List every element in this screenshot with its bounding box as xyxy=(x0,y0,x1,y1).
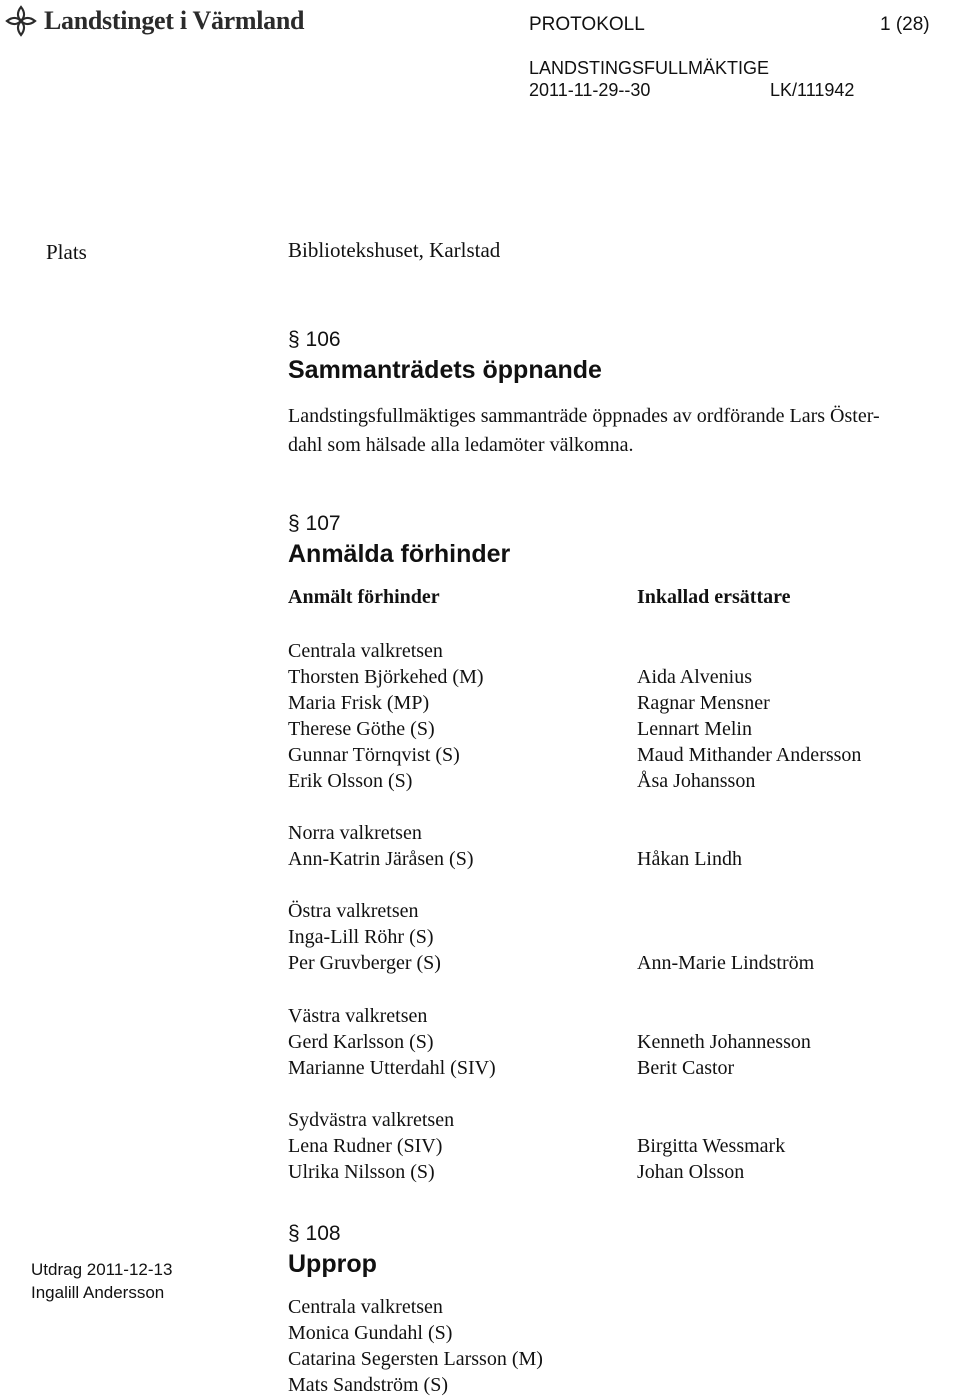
substitute-member: Håkan Lindh xyxy=(637,848,742,870)
group-centrala-absent xyxy=(288,638,484,794)
district-label: Centrala valkretsen xyxy=(288,640,443,662)
document-type: PROTOKOLL xyxy=(529,14,645,35)
group-vastra-substitutes xyxy=(637,1029,811,1081)
meeting-date: 2011-11-29--30 xyxy=(529,80,651,100)
extract-signatory: Ingalill Andersson xyxy=(31,1283,165,1302)
body-name: LANDSTINGSFULLMÄKTIGE xyxy=(529,58,770,78)
group-centrala-substitutes xyxy=(637,664,861,794)
organization-logo xyxy=(4,4,304,38)
district-label: Östra valkretsen xyxy=(288,900,419,922)
section-106-title: Sammanträdets öppnande xyxy=(288,356,602,384)
logo-text: Landstinget i Värmland xyxy=(44,6,305,35)
section-108-title: Upprop xyxy=(288,1250,377,1278)
substitute-member: Lennart Melin xyxy=(637,718,752,740)
absent-member: Gunnar Törnqvist (S) xyxy=(288,744,460,766)
absent-member: Marianne Utterdahl (SIV) xyxy=(288,1057,496,1079)
absent-member: Ulrika Nilsson (S) xyxy=(288,1161,435,1183)
group-vastra-absent xyxy=(288,1003,496,1081)
substitute-member: Berit Castor xyxy=(637,1057,735,1079)
absent-member: Ann-Katrin Järåsen (S) xyxy=(288,848,474,870)
section-108-number: § 108 xyxy=(288,1222,341,1245)
group-sydvastra-substitutes xyxy=(637,1133,785,1185)
group-sydvastra-absent xyxy=(288,1107,454,1185)
absent-member: Erik Olsson (S) xyxy=(288,770,413,792)
column-header-absent: Anmält förhinder xyxy=(288,586,440,608)
column-header-substitute: Inkallad ersättare xyxy=(637,586,791,608)
substitute-member: Johan Olsson xyxy=(637,1161,745,1183)
group-ostra-substitutes xyxy=(637,924,814,976)
section-106-line-2: dahl som hälsade alla ledamöter välkomna. xyxy=(288,434,634,456)
substitute-member xyxy=(637,924,814,950)
substitute-member: Ann-Marie Lindström xyxy=(637,952,815,974)
substitute-member: Maud Mithander Andersson xyxy=(637,744,862,766)
section-106-text xyxy=(288,402,880,460)
district-label: Sydvästra valkretsen xyxy=(288,1109,455,1131)
absent-member: Maria Frisk (MP) xyxy=(288,692,430,714)
flower-emblem-icon xyxy=(4,4,38,38)
roll-call-member: Catarina Segersten Larsson (M) xyxy=(288,1348,543,1370)
district-label: Västra valkretsen xyxy=(288,1005,428,1027)
substitute-member: Ragnar Mensner xyxy=(637,692,770,714)
district-label: Centrala valkretsen xyxy=(288,1296,443,1318)
roll-call-member: Mats Sandström (S) xyxy=(288,1374,448,1396)
group-ostra-absent xyxy=(288,898,441,976)
place-value: Bibliotekshuset, Karlstad xyxy=(288,238,501,262)
absent-member: Gerd Karlsson (S) xyxy=(288,1031,434,1053)
absent-member: Inga-Lill Röhr (S) xyxy=(288,926,434,948)
section-107-title: Anmälda förhinder xyxy=(288,540,511,568)
page-number: 1 (28) xyxy=(880,14,930,35)
section-108-list xyxy=(288,1294,543,1398)
diary-number: LK/111942 xyxy=(770,80,855,100)
substitute-member: Åsa Johansson xyxy=(637,770,756,792)
substitute-member: Kenneth Johannesson xyxy=(637,1031,811,1053)
extract-date: Utdrag 2011-12-13 xyxy=(31,1260,173,1279)
absent-member: Therese Göthe (S) xyxy=(288,718,435,740)
section-107-number: § 107 xyxy=(288,512,341,535)
section-106-line-1: Landstingsfullmäktiges sammanträde öppnades av ordförande Lars Öster- xyxy=(288,405,880,427)
group-norra-substitutes xyxy=(637,846,742,872)
district-label: Norra valkretsen xyxy=(288,822,422,844)
place-label: Plats xyxy=(46,240,87,264)
absent-member: Thorsten Björkehed (M) xyxy=(288,666,484,688)
absent-member: Lena Rudner (SIV) xyxy=(288,1135,443,1157)
substitute-member: Birgitta Wessmark xyxy=(637,1135,786,1157)
roll-call-member: Monica Gundahl (S) xyxy=(288,1322,453,1344)
substitute-member: Aida Alvenius xyxy=(637,666,752,688)
absent-member: Per Gruvberger (S) xyxy=(288,952,441,974)
section-106-number: § 106 xyxy=(288,328,341,351)
group-norra-absent xyxy=(288,820,474,872)
extract-note xyxy=(31,1258,172,1304)
